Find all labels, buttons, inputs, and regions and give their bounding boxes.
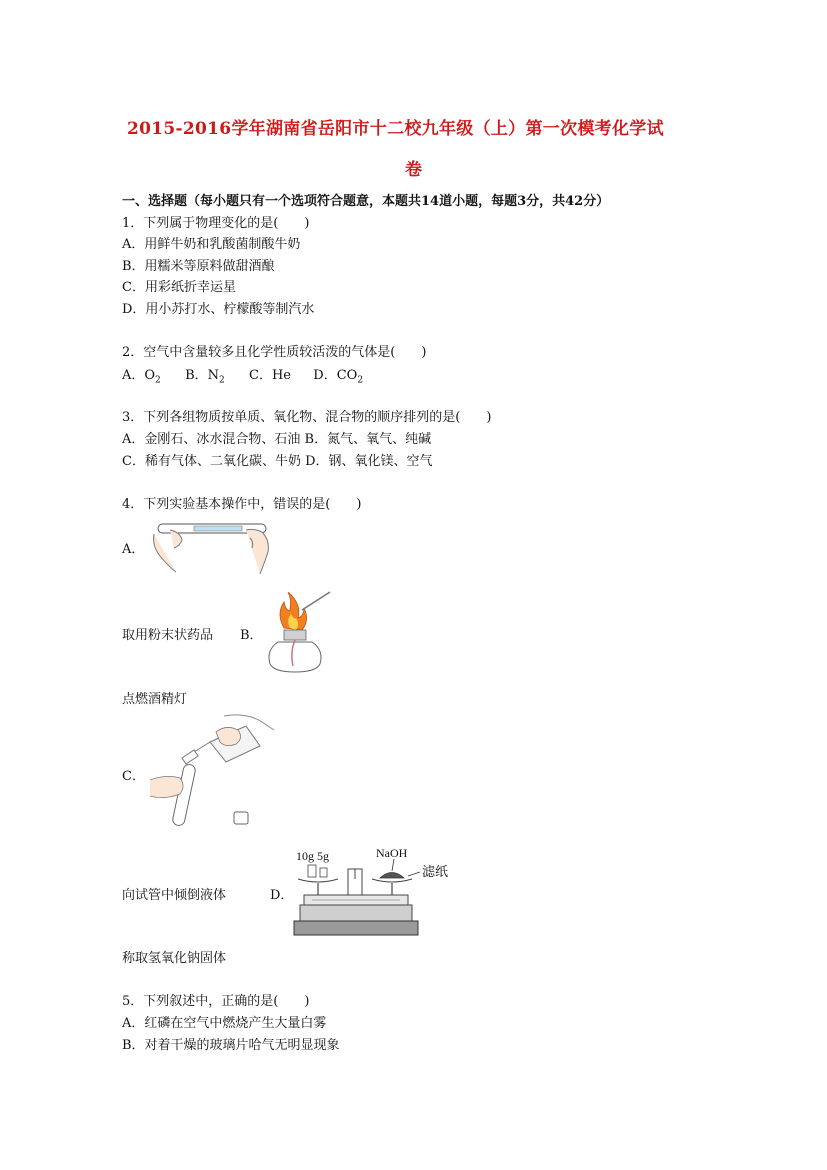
question-2-option-d: D．$CO_2$ bbox=[313, 368, 364, 386]
question-3-stem: 3．下列各组物质按单质、氧化物、混合物的顺序排列的是( ) bbox=[122, 410, 492, 425]
powder-test-tube-figure bbox=[150, 512, 278, 578]
question-4-option-a-label: A． bbox=[122, 542, 145, 557]
question-3-options-ab: A．金刚石、冰水混合物、石油 B．氮气、氧气、纯碱 bbox=[122, 432, 432, 447]
pour-liquid-figure bbox=[150, 712, 276, 830]
question-4-option-b-label: B． bbox=[240, 628, 263, 643]
question-2-options bbox=[122, 364, 363, 386]
question-3-options-cd: C．稀有气体、二氧化碳、牛奶 D．钢、氧化镁、空气 bbox=[122, 454, 433, 469]
question-4-option-d-label: D． bbox=[270, 888, 294, 903]
question-4-option-c-caption: 向试管中倾倒液体 bbox=[122, 888, 227, 903]
question-2-stem: 2．空气中含量较多且化学性质较活泼的气体是( ) bbox=[122, 345, 427, 360]
question-1-option-c: C．用彩纸折幸运星 bbox=[122, 280, 236, 295]
question-4-stem: 4．下列实验基本操作中，错误的是( ) bbox=[122, 497, 362, 512]
filter-paper-label: 滤纸 bbox=[422, 865, 449, 880]
alcohol-lamp-figure bbox=[262, 588, 334, 678]
weights-label: 10g 5g bbox=[296, 849, 329, 863]
question-5-option-b: B．对着干燥的玻璃片哈气无明显现象 bbox=[122, 1038, 340, 1053]
page-title: 2015-2016学年湖南省岳阳市十二校九年级（上）第一次模考化学试 bbox=[127, 119, 664, 139]
section-heading: 一、选择题（每小题只有一个选项符合题意，本题共14道小题，每题3分，共42分） bbox=[122, 194, 610, 209]
question-4-option-d-caption: 称取氢氧化钠固体 bbox=[122, 951, 227, 966]
question-5-option-a: A．红磷在空气中燃烧产生大量白雾 bbox=[122, 1016, 327, 1031]
question-2-option-a: A．$O_2$ bbox=[122, 368, 161, 386]
question-2-option-b: B．$N_2$ bbox=[185, 368, 225, 386]
question-4-option-b-caption: 点燃酒精灯 bbox=[122, 692, 188, 707]
question-4-option-c-label: C． bbox=[122, 769, 145, 784]
question-1-stem: 1．下列属于物理变化的是( ) bbox=[122, 216, 310, 231]
question-4-option-a-caption: 取用粉末状药品 bbox=[122, 628, 214, 643]
question-2-option-c: C．He bbox=[249, 368, 291, 383]
balance-scale-figure bbox=[290, 845, 460, 940]
question-5-stem: 5．下列叙述中，正确的是( ) bbox=[122, 994, 310, 1009]
question-1-option-b: B．用糯米等原料做甜酒酿 bbox=[122, 259, 275, 274]
question-1-option-a: A．用鲜牛奶和乳酸菌制酸牛奶 bbox=[122, 237, 301, 252]
naoh-label: NaOH bbox=[376, 846, 408, 860]
question-1-option-d: D．用小苏打水、柠檬酸等制汽水 bbox=[122, 302, 315, 317]
page-title-continued: 卷 bbox=[405, 160, 423, 180]
